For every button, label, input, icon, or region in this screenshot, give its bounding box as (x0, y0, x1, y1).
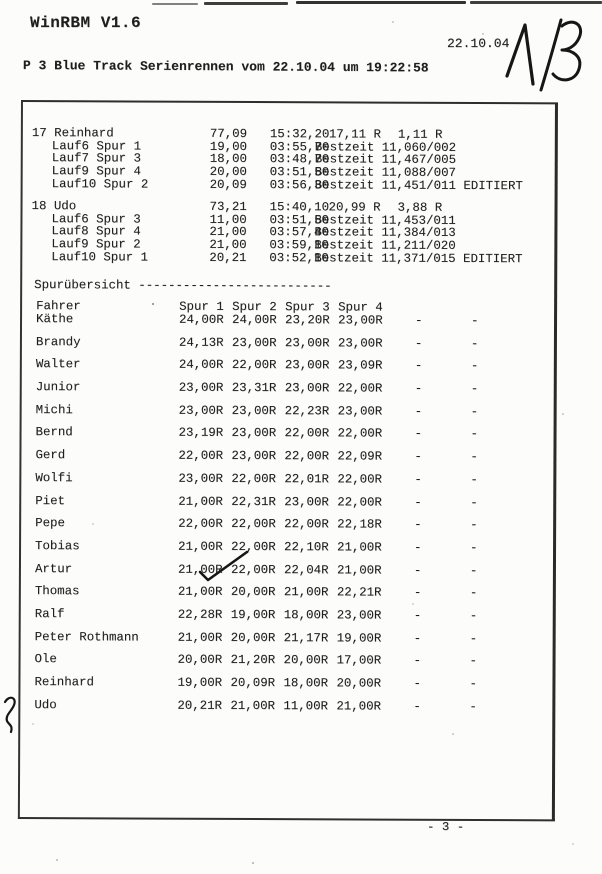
spur4-value: 21,00R (336, 562, 382, 578)
empty-dash-2: - (469, 654, 478, 669)
driver-name: Michi (35, 402, 73, 417)
spur3-value: 23,20R (285, 313, 330, 328)
empty-dash-2: - (469, 699, 477, 714)
col-header-spur3: Spur 3 (285, 300, 330, 315)
table-row (22, 335, 554, 360)
spur3-value: 18,00R (283, 676, 329, 691)
driver-name: Reinhard (34, 675, 94, 690)
entry-best-round: 20,99 R (328, 200, 381, 215)
empty-dash-2: - (470, 404, 479, 419)
spur1-value: 21,00R (177, 584, 223, 600)
empty-dash-2: - (470, 359, 479, 374)
lauf-time: 03:52,10 (269, 250, 329, 266)
page-number: - 3 - (427, 820, 465, 834)
lauf-label: Lauf6 Spur 3 (51, 211, 141, 227)
lauf-laps: 21,00 (209, 237, 247, 253)
spur3-value: 22,23R (284, 403, 330, 419)
table-row (21, 516, 553, 541)
entry-title: 17 Reinhard (31, 126, 114, 141)
spur2-value: 22,31R (231, 494, 276, 509)
lauf-row (22, 250, 554, 265)
table-row (21, 494, 553, 519)
lauf-laps: 11,00 (209, 212, 247, 227)
entry-laps-total: 77,09 (209, 126, 248, 141)
spur1-value: 20,00R (177, 653, 223, 668)
spur3-value: 23,00R (284, 381, 330, 396)
spur3-value: 11,00R (283, 698, 329, 714)
lauf-row (23, 177, 555, 192)
spur4-value: 22,00R (337, 494, 382, 510)
table-row (21, 425, 553, 450)
spur-section-title-text: Spurübersicht (34, 278, 131, 293)
entry-title: 18 Udo (31, 199, 77, 214)
spur1-value: 24,13R (178, 335, 224, 350)
spur4-value: 22,00R (337, 472, 383, 487)
scan-artifact-line (296, 1, 466, 4)
entry-diff-round: 1,11 R (397, 127, 443, 142)
spur1-value: 21,00R (177, 630, 223, 645)
spur4-value: 23,00R (337, 336, 383, 351)
table-row (21, 471, 553, 496)
empty-dash-2: - (470, 382, 479, 397)
spur1-value: 19,00R (177, 675, 223, 690)
entry-laps-total: 73,21 (209, 199, 247, 214)
empty-dash-1: - (413, 608, 422, 623)
spur-section-title (34, 278, 331, 293)
table-row (20, 675, 552, 700)
spur4-value: 22,21R (336, 585, 382, 600)
empty-dash-2: - (470, 518, 478, 533)
empty-dash-1: - (413, 699, 421, 714)
spur1-value: 24,00R (179, 312, 224, 327)
spur1-value: 24,00R (178, 358, 224, 373)
entry-best-round: 17,11 R (328, 127, 381, 142)
lauf-bestzeit: Bestzeit 11,451/011 EDITIERT (314, 178, 523, 193)
empty-dash-2: - (469, 676, 477, 691)
spur1-value: 23,00R (178, 380, 224, 395)
empty-dash-2: - (471, 313, 479, 328)
lauf-bestzeit: Bestzeit 11,088/007 (314, 165, 456, 180)
spur3-value: 22,10R (284, 540, 329, 555)
lauf-time: 03:51,50 (269, 212, 330, 228)
spur4-value: 22,09R (337, 449, 383, 464)
empty-dash-1: - (414, 381, 423, 396)
empty-dash-1: - (413, 563, 422, 578)
table-row (21, 539, 553, 564)
empty-dash-1: - (414, 449, 422, 464)
table-row (21, 448, 553, 473)
spur1-value: 22,28R (177, 607, 223, 622)
spur2-value: 23,00R (231, 449, 277, 464)
spur3-value: 20,00R (283, 653, 329, 668)
entry-time-total: 15:32,20 (269, 127, 330, 142)
spur2-value: 23,00R (231, 335, 277, 350)
lauf-time: 03:48,70 (269, 152, 330, 167)
lauf-bestzeit: Bestzeit 11,211/020 (314, 238, 456, 253)
lauf-bestzeit: Bestzeit 11,371/015 EDITIERT (314, 251, 523, 266)
spur4-value: 23,00R (337, 404, 383, 419)
spur2-value: 22,00R (231, 358, 277, 373)
col-header-spur4: Spur 4 (338, 300, 383, 315)
driver-name: Piet (35, 493, 66, 508)
empty-dash-2: - (470, 540, 478, 555)
table-row (22, 312, 554, 337)
spur2-value: 21,20R (230, 653, 276, 668)
empty-dash-1: - (413, 585, 422, 601)
spur1-value: 23,00R (178, 403, 224, 418)
spur2-value: 22,00R (231, 471, 277, 486)
empty-dash-1: - (414, 540, 422, 555)
spur4-value: 22,00R (337, 426, 383, 442)
spur2-value: 23,00R (231, 403, 277, 418)
spur3-value: 21,17R (283, 630, 329, 645)
lauf-time: 03:57,40 (269, 225, 329, 240)
spur2-value: 23,31R (231, 380, 277, 396)
driver-name: Peter Rothmann (34, 629, 139, 645)
empty-dash-1: - (414, 495, 422, 510)
lauf-laps: 19,00 (209, 139, 248, 154)
driver-name: Ole (34, 652, 57, 667)
driver-name: Wolfi (35, 470, 73, 486)
spur1-value: 22,00R (178, 448, 224, 464)
spur3-value: 22,04R (283, 562, 329, 577)
spur4-value: 23,00R (338, 313, 383, 328)
empty-dash-1: - (413, 676, 421, 691)
lauf-laps: 20,21 (209, 250, 247, 265)
table-row (21, 584, 553, 609)
lauf-bestzeit: Bestzeit 11,060/002 (314, 139, 457, 155)
spur3-value: 22,00R (284, 449, 330, 464)
spur4-value: 20,00R (336, 676, 382, 691)
driver-name: Käthe (36, 312, 74, 327)
empty-dash-1: - (414, 336, 423, 351)
driver-name: Ralf (34, 607, 65, 622)
driver-name: Brandy (35, 334, 81, 349)
table-row (21, 607, 553, 632)
lauf-label: Lauf6 Spur 1 (51, 138, 142, 154)
empty-dash-2: - (470, 495, 478, 510)
spur3-value: 23,00R (284, 494, 329, 509)
spur4-value: 17,00R (336, 653, 382, 668)
spur3-value: 23,00R (284, 335, 330, 351)
empty-dash-2: - (469, 563, 478, 578)
dash-leader-line: -------------------------- (138, 278, 332, 294)
empty-dash-1: - (413, 654, 422, 669)
table-row (21, 630, 553, 655)
lauf-label: Lauf9 Spur 4 (51, 164, 141, 179)
table-row (22, 380, 554, 405)
spur4-value: 21,00R (336, 699, 382, 714)
lauf-bestzeit: Bestzeit 11,453/011 (314, 212, 456, 228)
spur3-value: 23,00R (284, 358, 330, 373)
table-row (22, 357, 554, 382)
spur2-value: 22,00R (230, 562, 276, 577)
scan-artifact-line (204, 2, 288, 5)
spur4-value: 22,00R (337, 381, 383, 396)
driver-name: Junior (35, 380, 81, 395)
lauf-time: 03:55,70 (269, 139, 330, 155)
col-header-spur2: Spur 2 (232, 299, 277, 315)
spur2-value: 24,00R (232, 312, 277, 328)
spur4-value: 19,00R (336, 631, 382, 646)
scan-artifact-line (152, 3, 198, 5)
empty-dash-1: - (415, 313, 423, 328)
lauf-label: Lauf8 Spur 4 (51, 224, 141, 239)
empty-dash-2: - (470, 427, 479, 442)
lauf-label: Lauf9 Spur 2 (51, 237, 141, 252)
lauf-laps: 18,00 (209, 152, 247, 167)
spur2-value: 20,00R (230, 585, 276, 600)
spur2-value: 23,00R (231, 426, 277, 441)
entry-block-17 (23, 126, 555, 192)
lauf-time: 03:59,10 (269, 238, 329, 253)
spur1-value: 20,21R (177, 698, 223, 713)
spur4-value: 21,00R (337, 540, 382, 555)
empty-dash-2: - (469, 586, 478, 601)
spur1-value: 23,19R (178, 426, 224, 441)
lauf-label: Lauf10 Spur 2 (51, 176, 149, 192)
spur2-value: 22,00R (231, 539, 276, 554)
driver-name: Udo (34, 697, 57, 712)
lauf-laps: 20,00 (209, 164, 247, 180)
spur2-value: 20,00R (230, 630, 276, 645)
table-row (20, 698, 552, 723)
empty-dash-2: - (469, 631, 478, 646)
driver-name: Pepe (35, 516, 65, 531)
empty-dash-1: - (414, 359, 423, 374)
spur1-value: 23,00R (178, 471, 224, 486)
spur4-value: 23,00R (336, 608, 382, 623)
empty-dash-2: - (470, 336, 479, 351)
empty-dash-1: - (414, 404, 423, 419)
table-row (21, 562, 553, 587)
print-date: 22.10.04 (447, 36, 510, 51)
lauf-label: Lauf10 Spur 1 (51, 249, 149, 265)
lauf-time: 03:51,50 (269, 165, 330, 180)
spur3-value: 22,00R (284, 426, 330, 441)
driver-name: Bernd (35, 425, 73, 440)
spur3-value: 22,01R (284, 471, 330, 487)
empty-dash-2: - (469, 608, 478, 623)
lauf-time: 03:56,30 (269, 177, 330, 193)
lauf-label: Lauf7 Spur 3 (51, 151, 142, 166)
empty-dash-2: - (470, 472, 478, 487)
driver-name: Walter (35, 357, 81, 372)
app-title: WinRBM V1.6 (30, 14, 142, 32)
spur1-value: 21,00R (177, 562, 223, 577)
spur2-value: 20,09R (230, 675, 276, 691)
empty-dash-1: - (414, 472, 422, 487)
spur1-value: 21,00R (178, 494, 223, 509)
col-header-spur1: Spur 1 (179, 299, 224, 314)
driver-name: Tobias (35, 538, 80, 554)
empty-dash-1: - (414, 427, 423, 442)
results-box (18, 100, 558, 821)
spur-table (20, 299, 554, 723)
lauf-laps: 21,00 (209, 225, 247, 240)
driver-name: Artur (34, 561, 73, 576)
spur3-value: 22,00R (284, 517, 329, 532)
report-subtitle: P 3 Blue Track Serienrennen vom 22.10.04 um 19:22:58 (22, 58, 429, 76)
lauf-bestzeit: Bestzeit 11,467/005 (314, 152, 457, 168)
entry-block-18 (22, 199, 554, 265)
scan-artifact-line (470, 1, 602, 4)
empty-dash-1: - (414, 517, 422, 532)
spur2-value: 19,00R (230, 607, 276, 623)
table-row (22, 403, 554, 428)
spur2-value: 21,00R (230, 698, 276, 713)
spur3-value: 18,00R (283, 608, 329, 623)
entry-time-total: 15:40,10 (269, 200, 330, 215)
empty-dash-1: - (413, 631, 422, 646)
driver-name: Thomas (34, 584, 80, 599)
empty-dash-2: - (470, 450, 478, 465)
lauf-laps: 20,09 (209, 177, 247, 192)
table-row (20, 652, 552, 677)
spur2-value: 22,00R (231, 517, 276, 532)
lauf-bestzeit: Bestzeit 11,384/013 (314, 225, 456, 241)
spur3-value: 21,00R (283, 585, 329, 600)
entry-diff-round: 3,88 R (397, 200, 443, 215)
spur4-value: 22,18R (337, 517, 382, 532)
driver-name: Gerd (35, 448, 66, 463)
spur1-value: 21,00R (178, 539, 223, 554)
spur1-value: 22,00R (178, 516, 223, 532)
spur4-value: 23,09R (337, 358, 383, 373)
handwritten-page-mark-1-3 (498, 12, 593, 97)
col-header-fahrer: Fahrer (36, 299, 81, 314)
